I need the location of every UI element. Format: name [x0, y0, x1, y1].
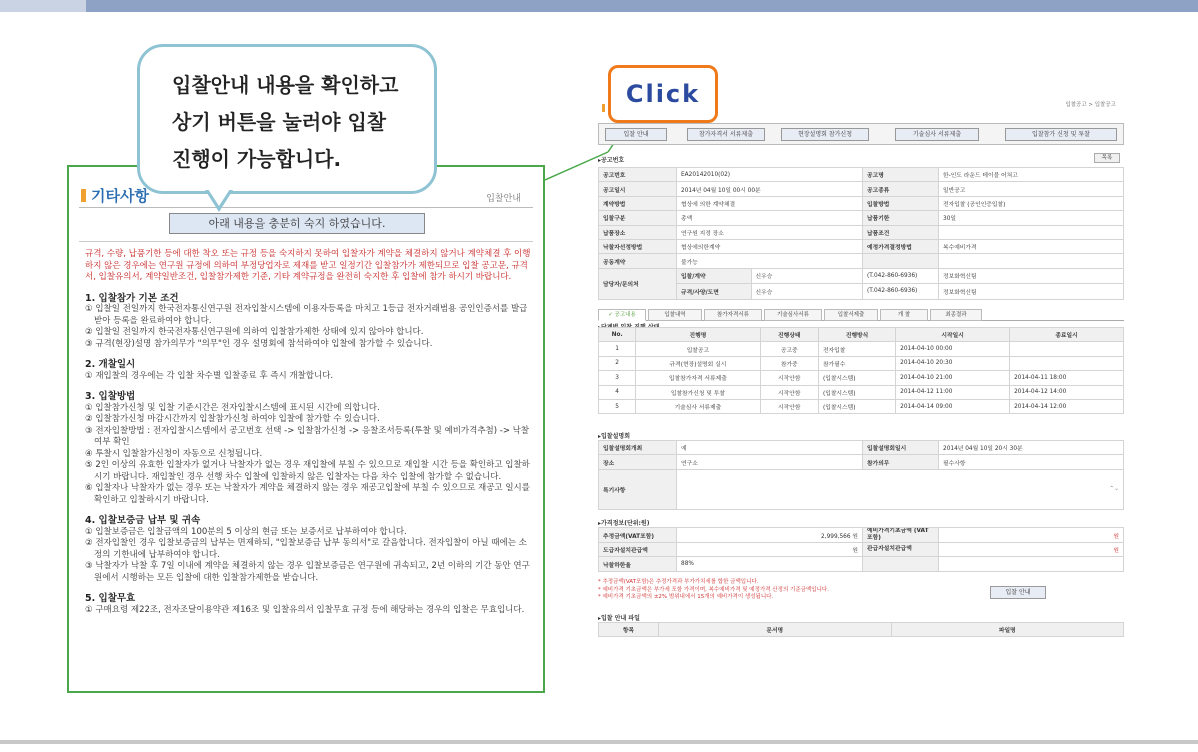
section-title: ▸가격정보(단위:원) — [598, 520, 650, 527]
guide-section-title: 3. 입찰방법 — [85, 391, 136, 402]
field-label: 도급자설치관급액 — [599, 543, 677, 557]
sub-tab[interactable]: ✓ 공고내용 — [598, 309, 646, 321]
column-header: 진행상태 — [760, 328, 818, 342]
contact-dept: 정보화혁신팀 — [939, 284, 1124, 299]
table-cell: 공고중 — [760, 342, 818, 356]
field-label: 입찰구분 — [599, 211, 677, 225]
top-bar-accent — [0, 0, 86, 12]
field-label: 관급자설치관급액 — [863, 543, 939, 557]
field-value: 2,999,566 원 — [677, 528, 863, 543]
table-cell: 규격(현장)설명회 실시 — [636, 356, 760, 370]
bubble-tail-inner — [208, 189, 230, 206]
note-line: * 추정금액(VAT포함)은 추정가격과 부가가치세를 합한 금액입니다. — [598, 579, 759, 585]
contact-detail — [677, 268, 863, 283]
guide-item: ③ 규격(현장)설명 참가의무가 "의무"인 경우 설명회에 참석하여야 입찰에 참가할 수 있습니다. — [85, 338, 433, 349]
field-label: 장소 — [599, 455, 677, 469]
title-marker-icon — [602, 104, 605, 112]
table-row — [599, 225, 1124, 239]
contact-name: 신우승 — [755, 289, 773, 296]
field-label: 납품기한 — [863, 211, 939, 225]
column-header: 진행명 — [636, 328, 760, 342]
guide-panel — [67, 165, 545, 693]
table-cell: 입찰공고 — [636, 342, 760, 356]
section-title-text: 공고번호 — [601, 157, 625, 164]
bid-detail-page — [598, 95, 1124, 635]
column-header: 항목 — [599, 623, 659, 637]
table-row — [599, 342, 1124, 356]
table-cell: 참가필수 — [818, 356, 895, 370]
field-value: 예 — [677, 441, 863, 455]
column-header: 진행방식 — [818, 328, 895, 342]
field-value: EA20142010(02) — [677, 168, 863, 182]
table-cell: 2014-04-11 18:00 — [1010, 371, 1124, 385]
table-cell: (입찰시스템) — [818, 371, 895, 385]
divider — [79, 207, 533, 208]
guide-item: ③ 낙찰자가 낙찰 후 7일 이내에 계약을 체결하지 않는 경우 입찰보증금은 연구원에 귀속되고, 2년 이하의 기간 동안 연구원에서 시행하는 모든 입찰에 대한 입찰참가제한을 받습니다. — [85, 561, 530, 583]
table-cell: (입찰시스템) — [818, 385, 895, 399]
table-row — [599, 284, 1124, 299]
table-row — [599, 441, 1124, 455]
guide-item: ② 입찰일 전일까지 한국전자통신연구원에 의하여 입찰참가제한 상태에 있지 않아야 합니다. — [85, 327, 424, 337]
section-title: ▸공고번호 — [598, 157, 625, 164]
field-value: 협상에 의한 계약체결 — [677, 196, 863, 210]
field-value: 원 — [677, 543, 863, 557]
field-label: 공고번호 — [599, 168, 677, 182]
table-header-row — [599, 623, 1124, 637]
table-cell: 기술심사 서류제출 — [636, 399, 760, 413]
guide-section-title: 4. 입찰보증금 납부 및 귀속 — [85, 515, 201, 526]
field-label: 납품장소 — [599, 225, 677, 239]
table-row — [599, 168, 1124, 182]
field-value: 88% — [677, 557, 863, 571]
guide-item: ④ 투찰시 입찰참가신청이 자동으로 신청됩니다. — [85, 448, 263, 459]
field-label: 계약방법 — [599, 196, 677, 210]
table-cell: 입찰참가자격 서류제출 — [636, 371, 760, 385]
table-row — [599, 196, 1124, 210]
bubble-text — [172, 67, 398, 178]
file-table-grid — [598, 622, 1124, 637]
field-value: 2014년 04월 10일 00시 00분 — [677, 182, 863, 196]
briefing-table — [598, 440, 1124, 510]
sub-tab[interactable]: 개 찰 — [880, 309, 928, 321]
field-value: 전자입찰 (공인인증입찰) — [939, 196, 1124, 210]
field-label: 공동계약 — [599, 254, 677, 268]
file-table — [598, 622, 1124, 637]
notice-table-grid — [598, 167, 1124, 300]
qualification-submit-button[interactable]: 참가자격서 서류제출 — [687, 128, 765, 141]
field-value: 원 — [939, 543, 1124, 557]
table-row — [599, 469, 1124, 509]
table-row — [599, 254, 1124, 268]
field-value — [939, 225, 1124, 239]
stage-table-grid — [598, 327, 1124, 414]
table-row — [599, 528, 1124, 543]
table-header-row — [599, 328, 1124, 342]
sub-tab[interactable]: 참가자격서류 — [704, 309, 762, 321]
breadcrumb[interactable]: 입찰공고 > 입찰공고 — [1065, 102, 1116, 108]
contact-name: 신우승 — [755, 274, 773, 281]
column-header: 종료일시 — [1010, 328, 1124, 342]
field-label: 추정금액(VAT포함) — [599, 528, 677, 543]
column-header: 문서명 — [659, 623, 892, 637]
sub-tab[interactable]: 입찰서제출 — [824, 309, 878, 321]
notice-table — [598, 167, 1124, 300]
guide-item: ① 입찰보증금은 입찰금액의 100분의 5 이상의 현금 또는 보증서로 납부하여야 합니다. — [85, 526, 407, 537]
list-button[interactable]: 목록 — [1094, 153, 1120, 163]
top-bar — [0, 0, 1198, 12]
table-row — [599, 385, 1124, 399]
field-label: 예정가격결정방법 — [863, 239, 939, 253]
table-cell: 4 — [599, 385, 636, 399]
table-cell: 2014-04-12 11:00 — [896, 385, 1010, 399]
title-marker-icon — [81, 189, 86, 202]
guide-sections — [85, 293, 531, 617]
warning-text: 규격, 수량, 납품기한 등에 대한 착오 또는 규정 등을 숙지하지 못하여 입찰자가 계약을 체결하지 않거나 계약체결 후 이행하지 않은 경우에는 연구원 규정에 의하여 부정당업자로 제재를 받고 일정기간 입찰참가가 제한되므로 입찰 공고문, 규격서, 입찰유의서, 계약일반조건, 입찰참가제한 기준, 기타 계약규정을 완전히 숙지한 후 입찰에 참가 하시기 바랍니다. — [85, 249, 531, 282]
field-value: 한-인도 라운드 테이블 어쳐고 — [939, 168, 1124, 182]
table-cell: 시작안함 — [760, 399, 818, 413]
bid-guide-bottom-button[interactable]: 입찰 안내 — [990, 586, 1046, 599]
click-callout: Click — [608, 65, 718, 123]
table-cell: 시작안함 — [760, 371, 818, 385]
bid-apply-button[interactable]: 입찰참가 신청 및 투찰 — [1005, 128, 1117, 141]
guide-body — [85, 249, 531, 616]
column-header: 시작일시 — [896, 328, 1010, 342]
field-label: 예비가격기초금액 (VAT포함) — [863, 528, 939, 543]
table-cell: 1 — [599, 342, 636, 356]
panel-right-label: 입찰안내 — [486, 194, 521, 204]
note-line: * 예비가격 기초금액의 ±2% 범위내에서 15개의 예비가격이 생성됩니다. — [598, 594, 774, 600]
panel-title — [81, 185, 149, 206]
field-value: 필수사항 — [939, 455, 1124, 469]
contact-phone: (T.042-860-6936) — [863, 268, 939, 283]
guide-section-title: 5. 입찰무효 — [85, 593, 136, 604]
bottom-divider — [0, 740, 1198, 744]
briefing-table-grid — [598, 440, 1124, 510]
field-label — [863, 254, 939, 268]
table-cell: 참가중 — [760, 356, 818, 370]
section-title-text: 입찰설명회 — [601, 433, 630, 440]
table-row — [599, 543, 1124, 557]
table-row — [599, 455, 1124, 469]
contact-dept: 정보화혁신팀 — [939, 268, 1124, 283]
table-cell: 시작안함 — [760, 385, 818, 399]
field-label: 입찰설명회개최 — [599, 441, 677, 455]
sub-tab[interactable]: 최종결과 — [930, 309, 982, 321]
speech-bubble — [137, 44, 437, 194]
field-value: 30일 — [939, 211, 1124, 225]
field-label: 입찰방법 — [863, 196, 939, 210]
bid-guide-button[interactable]: 입찰 안내 — [605, 128, 667, 141]
guide-item: ② 입찰참가신청 마감시간까지 입찰참가신청 하여야 입찰에 참가할 수 있습니다. — [85, 414, 380, 424]
section-title-text: 입찰 안내 파일 — [601, 615, 640, 622]
table-cell — [1010, 342, 1124, 356]
bubble-line: 진행이 가능합니다. — [172, 147, 342, 171]
table-row — [599, 182, 1124, 196]
table-cell: (입찰시스템) — [818, 399, 895, 413]
field-value — [939, 557, 1124, 571]
contact-role: 규격/사양/도면 — [677, 284, 751, 298]
contact-phone: (T.042-860-6936) — [863, 284, 939, 299]
bubble-line: 입찰안내 내용을 확인하고 — [172, 73, 399, 97]
field-label: 낙찰하한율 — [599, 557, 677, 571]
table-cell: 입찰참가신청 및 투찰 — [636, 385, 760, 399]
guide-item: ① 입찰참가신청 및 입찰 기준시간은 전자입찰시스템에 표시된 시간에 의합니다. — [85, 402, 380, 413]
field-value: 원 — [939, 528, 1124, 543]
guide-item: ⑥ 입찰자나 낙찰자가 없는 경우 또는 낙찰자가 계약을 체결하지 않는 경우 재공고입찰에 부칠 수 있으므로 재공고 일시를 확인하고 입찰하시기 바랍니다. — [85, 483, 530, 505]
table-cell: 2014-04-12 14:00 — [1010, 385, 1124, 399]
special-notes-area[interactable] — [677, 469, 1124, 509]
field-label: 납품조건 — [863, 225, 939, 239]
field-value: 복수예비가격 — [939, 239, 1124, 253]
field-value: 연구원 지정 장소 — [677, 225, 863, 239]
field-label — [863, 557, 939, 571]
bubble-line: 상기 버튼을 눌러야 입찰 — [172, 110, 387, 134]
table-row — [599, 371, 1124, 385]
table-row — [599, 356, 1124, 370]
sub-tab[interactable]: 입찰내역 — [648, 309, 702, 321]
table-cell: 2014-04-10 20:30 — [896, 356, 1010, 370]
column-header: 파일명 — [891, 623, 1124, 637]
guide-item: ③ 전자입찰방법 : 전자입찰시스템에서 공고번호 선택 -> 입찰참가신청 -> 응찰조서등록(투찰 및 예비가격추첨) -> 낙찰여부 확인 — [85, 425, 530, 447]
contact-label: 담당자/문의처 — [599, 268, 677, 299]
guide-item: ① 입찰일 전일까지 한국전자통신연구원 전자입찰시스템에 이용자등록을 마치고 1등급 전자거래범용 공인인증서를 발급받아 등록을 완료하여야 합니다. — [85, 304, 528, 326]
table-row — [599, 211, 1124, 225]
table-cell: 2014-04-10 00:00 — [896, 342, 1010, 356]
column-header: No. — [599, 328, 636, 342]
field-label: 참가의무 — [863, 455, 939, 469]
table-cell: 5 — [599, 399, 636, 413]
tech-review-submit-button[interactable]: 기술심사 서류제출 — [895, 128, 979, 141]
acknowledge-banner[interactable]: 아래 내용을 충분히 숙지 하였습니다. — [169, 213, 425, 234]
table-row — [599, 268, 1124, 283]
sub-tab[interactable]: 기술심사서류 — [764, 309, 822, 321]
table-cell: 2 — [599, 356, 636, 370]
field-label: 입찰설명회일시 — [863, 441, 939, 455]
contact-role: 입찰/계약 — [677, 269, 751, 283]
table-cell: 3 — [599, 371, 636, 385]
guide-item: ① 재입찰의 경우에는 각 입찰 차수별 입찰종료 후 즉시 개찰합니다. — [85, 370, 334, 381]
section-title-text: 가격정보(단위:원) — [601, 520, 650, 527]
guide-item: ① 구매요령 제22조, 전자조달이용약관 제16조 및 입찰유의서 입찰무효 규정 등에 해당하는 경우의 입찰은 무효입니다. — [85, 604, 525, 615]
table-cell: 전자입찰 — [818, 342, 895, 356]
table-row — [599, 239, 1124, 253]
section-title: ▸입찰 안내 파일 — [598, 615, 640, 622]
field-value: 협상에의한계약 — [677, 239, 863, 253]
price-table — [598, 527, 1124, 572]
table-cell: 2014-04-10 21:00 — [896, 371, 1010, 385]
stage-table — [598, 327, 1124, 414]
guide-section-title: 2. 개찰일시 — [85, 359, 136, 370]
field-label: 공고명 — [863, 168, 939, 182]
field-label: 공고종류 — [863, 182, 939, 196]
site-briefing-apply-button[interactable]: 현장설명회 참가신청 — [781, 128, 869, 141]
price-notes — [598, 579, 829, 602]
field-value — [939, 254, 1124, 268]
table-row — [599, 399, 1124, 413]
sub-tab-bar — [598, 309, 1124, 321]
field-value: 연구소 — [677, 455, 863, 469]
field-value: 불가능 — [677, 254, 863, 268]
section-title: ▸입찰설명회 — [598, 433, 630, 440]
table-cell: 2014-04-14 09:00 — [896, 399, 1010, 413]
table-cell — [1010, 356, 1124, 370]
field-label: 공고일시 — [599, 182, 677, 196]
panel-title-text: 기타사항 — [91, 187, 149, 205]
field-value: 총액 — [677, 211, 863, 225]
action-tab-bar — [598, 123, 1124, 145]
guide-section-title: 1. 입찰참가 기본 조건 — [85, 292, 179, 304]
table-row — [599, 557, 1124, 571]
table-cell: 2014-04-14 12:00 — [1010, 399, 1124, 413]
field-value: 일반공고 — [939, 182, 1124, 196]
guide-item: ⑤ 2인 이상의 유효한 입찰자가 없거나 낙찰자가 없는 경우 재입찰에 부칠 수 있으므로 재입찰 시간 등을 확인하고 입찰하시기 바랍니다. 재입찰인 경우 선행 차수 입찰에 입찰하지 않은 입찰자는 다음 차수 입찰에 참가할 수 없습니다. — [85, 460, 530, 482]
field-label: 낙찰자선정방법 — [599, 239, 677, 253]
scroll-arrows-icon[interactable]: ⌃⌄ — [1109, 486, 1119, 493]
guide-item: ② 전자입찰인 경우 입찰보증금의 납부는 면제하되, "입찰보증금 납부 동의서"로 갈음합니다. 전자입찰이 아닐 때에는 소정의 기한내에 납부하여야 합니다. — [85, 538, 527, 560]
field-label: 특기사항 — [599, 469, 677, 509]
field-value: 2014년 04월 10일 20시 30분 — [939, 441, 1124, 455]
divider — [79, 241, 533, 242]
contact-detail — [677, 284, 863, 299]
note-line: * 예비가격 기초금액은 부가세 포함 가격이며, 복수예비가격 및 예정가격 산정의 기준금액입니다. — [598, 586, 829, 593]
price-table-grid — [598, 527, 1124, 572]
